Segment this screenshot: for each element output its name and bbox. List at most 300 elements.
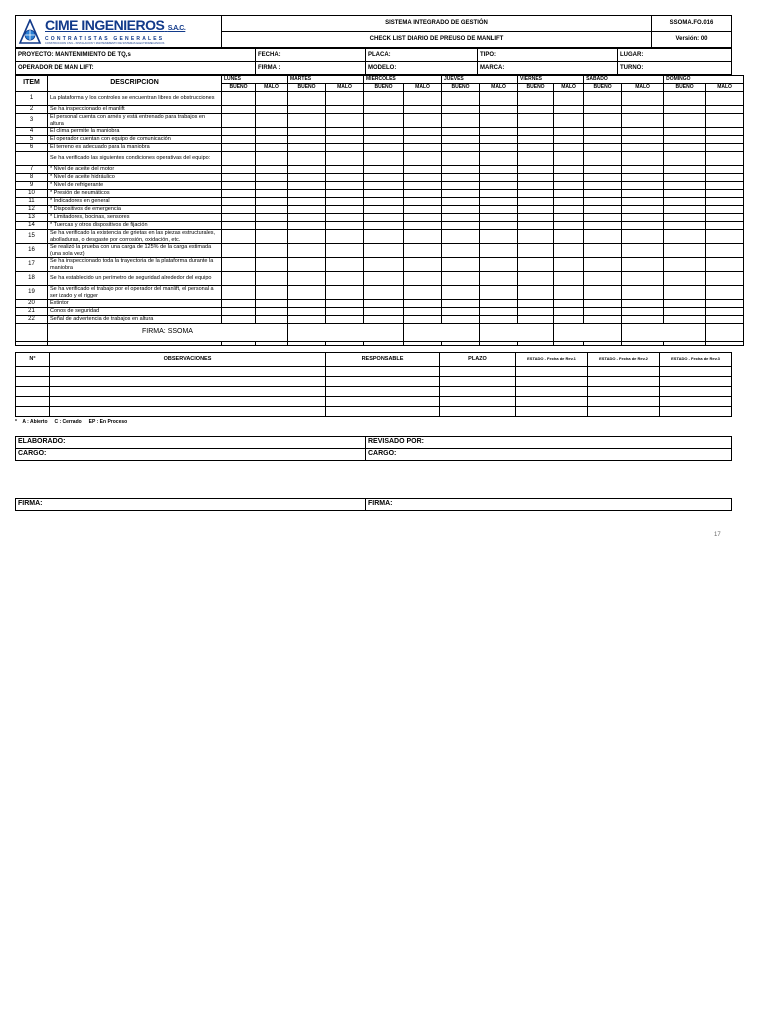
bueno-checkbox[interactable]: [288, 182, 326, 190]
bueno-checkbox[interactable]: [518, 206, 554, 214]
bueno-checkbox[interactable]: [442, 308, 480, 316]
bueno-checkbox[interactable]: [584, 244, 622, 258]
malo-checkbox[interactable]: [480, 214, 518, 222]
bueno-checkbox[interactable]: [584, 198, 622, 206]
estado1-cell[interactable]: [516, 387, 588, 397]
bueno-checkbox[interactable]: [442, 92, 480, 106]
malo-checkbox[interactable]: [256, 286, 288, 300]
bueno-checkbox[interactable]: [288, 106, 326, 114]
bueno-checkbox[interactable]: [364, 206, 404, 214]
malo-checkbox[interactable]: [404, 244, 442, 258]
bueno-checkbox[interactable]: [222, 106, 256, 114]
malo-checkbox[interactable]: [480, 106, 518, 114]
bueno-checkbox[interactable]: [518, 114, 554, 128]
malo-checkbox[interactable]: [554, 308, 584, 316]
ssoma-signature-cell[interactable]: [554, 324, 622, 342]
malo-checkbox[interactable]: [706, 206, 744, 214]
bueno-checkbox[interactable]: [222, 214, 256, 222]
malo-checkbox[interactable]: [326, 106, 364, 114]
bueno-checkbox[interactable]: [222, 244, 256, 258]
malo-checkbox[interactable]: [554, 300, 584, 308]
malo-checkbox[interactable]: [554, 206, 584, 214]
estado2-cell[interactable]: [588, 377, 660, 387]
estado3-cell[interactable]: [660, 377, 732, 387]
malo-checkbox[interactable]: [326, 214, 364, 222]
plazo-cell[interactable]: [440, 377, 516, 387]
malo-checkbox[interactable]: [706, 106, 744, 114]
bueno-checkbox[interactable]: [222, 308, 256, 316]
bueno-checkbox[interactable]: [584, 152, 622, 166]
bueno-checkbox[interactable]: [584, 258, 622, 272]
malo-checkbox[interactable]: [404, 114, 442, 128]
bueno-checkbox[interactable]: [288, 198, 326, 206]
malo-checkbox[interactable]: [326, 198, 364, 206]
bueno-checkbox[interactable]: [364, 174, 404, 182]
estado1-cell[interactable]: [516, 377, 588, 387]
plazo-cell[interactable]: [440, 367, 516, 377]
obs-text-cell[interactable]: [50, 377, 326, 387]
malo-checkbox[interactable]: [554, 92, 584, 106]
malo-checkbox[interactable]: [622, 144, 664, 152]
malo-checkbox[interactable]: [554, 190, 584, 198]
bueno-checkbox[interactable]: [222, 92, 256, 106]
malo-checkbox[interactable]: [554, 244, 584, 258]
malo-checkbox[interactable]: [622, 244, 664, 258]
obs-no-cell[interactable]: [16, 367, 50, 377]
bueno-checkbox[interactable]: [288, 114, 326, 128]
malo-checkbox[interactable]: [706, 152, 744, 166]
obs-text-cell[interactable]: [50, 407, 326, 417]
malo-checkbox[interactable]: [256, 152, 288, 166]
malo-checkbox[interactable]: [622, 308, 664, 316]
malo-checkbox[interactable]: [480, 258, 518, 272]
estado1-cell[interactable]: [516, 367, 588, 377]
malo-checkbox[interactable]: [404, 258, 442, 272]
malo-checkbox[interactable]: [706, 144, 744, 152]
malo-checkbox[interactable]: [326, 174, 364, 182]
malo-checkbox[interactable]: [554, 198, 584, 206]
bueno-checkbox[interactable]: [664, 258, 706, 272]
bueno-checkbox[interactable]: [584, 316, 622, 324]
bueno-checkbox[interactable]: [288, 190, 326, 198]
malo-checkbox[interactable]: [554, 214, 584, 222]
bueno-checkbox[interactable]: [288, 144, 326, 152]
malo-checkbox[interactable]: [706, 308, 744, 316]
bueno-checkbox[interactable]: [584, 300, 622, 308]
malo-checkbox[interactable]: [404, 136, 442, 144]
bueno-checkbox[interactable]: [442, 182, 480, 190]
malo-checkbox[interactable]: [256, 300, 288, 308]
malo-checkbox[interactable]: [706, 128, 744, 136]
bueno-checkbox[interactable]: [288, 222, 326, 230]
bueno-checkbox[interactable]: [364, 214, 404, 222]
bueno-checkbox[interactable]: [222, 128, 256, 136]
malo-checkbox[interactable]: [706, 136, 744, 144]
bueno-checkbox[interactable]: [518, 244, 554, 258]
bueno-checkbox[interactable]: [222, 174, 256, 182]
plazo-cell[interactable]: [440, 397, 516, 407]
malo-checkbox[interactable]: [706, 174, 744, 182]
obs-text-cell[interactable]: [50, 397, 326, 407]
malo-checkbox[interactable]: [326, 230, 364, 244]
bueno-checkbox[interactable]: [442, 316, 480, 324]
malo-checkbox[interactable]: [326, 222, 364, 230]
malo-checkbox[interactable]: [256, 198, 288, 206]
bueno-checkbox[interactable]: [442, 106, 480, 114]
malo-checkbox[interactable]: [622, 106, 664, 114]
malo-checkbox[interactable]: [706, 190, 744, 198]
malo-checkbox[interactable]: [622, 286, 664, 300]
bueno-checkbox[interactable]: [222, 206, 256, 214]
malo-checkbox[interactable]: [622, 258, 664, 272]
malo-checkbox[interactable]: [326, 92, 364, 106]
plazo-cell[interactable]: [440, 387, 516, 397]
bueno-checkbox[interactable]: [442, 206, 480, 214]
bueno-checkbox[interactable]: [222, 166, 256, 174]
estado1-cell[interactable]: [516, 407, 588, 417]
estado2-cell[interactable]: [588, 367, 660, 377]
bueno-checkbox[interactable]: [364, 258, 404, 272]
bueno-checkbox[interactable]: [442, 198, 480, 206]
malo-checkbox[interactable]: [256, 316, 288, 324]
malo-checkbox[interactable]: [404, 300, 442, 308]
bueno-checkbox[interactable]: [222, 272, 256, 286]
malo-checkbox[interactable]: [256, 190, 288, 198]
responsable-cell[interactable]: [326, 367, 440, 377]
malo-checkbox[interactable]: [480, 308, 518, 316]
bueno-checkbox[interactable]: [442, 300, 480, 308]
malo-checkbox[interactable]: [622, 128, 664, 136]
malo-checkbox[interactable]: [554, 316, 584, 324]
estado3-cell[interactable]: [660, 397, 732, 407]
bueno-checkbox[interactable]: [442, 230, 480, 244]
malo-checkbox[interactable]: [404, 316, 442, 324]
bueno-checkbox[interactable]: [518, 92, 554, 106]
bueno-checkbox[interactable]: [664, 190, 706, 198]
bueno-checkbox[interactable]: [664, 114, 706, 128]
bueno-checkbox[interactable]: [664, 308, 706, 316]
bueno-checkbox[interactable]: [518, 106, 554, 114]
malo-checkbox[interactable]: [622, 198, 664, 206]
bueno-checkbox[interactable]: [364, 144, 404, 152]
bueno-checkbox[interactable]: [664, 222, 706, 230]
malo-checkbox[interactable]: [326, 136, 364, 144]
bueno-checkbox[interactable]: [364, 182, 404, 190]
malo-checkbox[interactable]: [404, 198, 442, 206]
malo-checkbox[interactable]: [404, 230, 442, 244]
malo-checkbox[interactable]: [480, 300, 518, 308]
malo-checkbox[interactable]: [256, 92, 288, 106]
estado1-cell[interactable]: [516, 397, 588, 407]
malo-checkbox[interactable]: [480, 174, 518, 182]
bueno-checkbox[interactable]: [518, 128, 554, 136]
malo-checkbox[interactable]: [326, 144, 364, 152]
bueno-checkbox[interactable]: [222, 198, 256, 206]
bueno-checkbox[interactable]: [364, 106, 404, 114]
malo-checkbox[interactable]: [256, 214, 288, 222]
bueno-checkbox[interactable]: [584, 182, 622, 190]
bueno-checkbox[interactable]: [664, 214, 706, 222]
malo-checkbox[interactable]: [256, 222, 288, 230]
bueno-checkbox[interactable]: [518, 190, 554, 198]
bueno-checkbox[interactable]: [518, 222, 554, 230]
malo-checkbox[interactable]: [706, 198, 744, 206]
estado3-cell[interactable]: [660, 407, 732, 417]
bueno-checkbox[interactable]: [288, 136, 326, 144]
bueno-checkbox[interactable]: [364, 128, 404, 136]
malo-checkbox[interactable]: [554, 144, 584, 152]
malo-checkbox[interactable]: [256, 114, 288, 128]
bueno-checkbox[interactable]: [442, 286, 480, 300]
malo-checkbox[interactable]: [554, 222, 584, 230]
bueno-checkbox[interactable]: [584, 272, 622, 286]
malo-checkbox[interactable]: [622, 214, 664, 222]
malo-checkbox[interactable]: [480, 92, 518, 106]
bueno-checkbox[interactable]: [664, 272, 706, 286]
bueno-checkbox[interactable]: [442, 114, 480, 128]
malo-checkbox[interactable]: [480, 190, 518, 198]
responsable-cell[interactable]: [326, 387, 440, 397]
bueno-checkbox[interactable]: [584, 128, 622, 136]
bueno-checkbox[interactable]: [584, 106, 622, 114]
malo-checkbox[interactable]: [480, 286, 518, 300]
malo-checkbox[interactable]: [554, 182, 584, 190]
malo-checkbox[interactable]: [256, 128, 288, 136]
bueno-checkbox[interactable]: [584, 166, 622, 174]
malo-checkbox[interactable]: [256, 166, 288, 174]
malo-checkbox[interactable]: [404, 144, 442, 152]
bueno-checkbox[interactable]: [584, 144, 622, 152]
bueno-checkbox[interactable]: [518, 166, 554, 174]
bueno-checkbox[interactable]: [222, 286, 256, 300]
responsable-cell[interactable]: [326, 397, 440, 407]
malo-checkbox[interactable]: [622, 174, 664, 182]
malo-checkbox[interactable]: [326, 182, 364, 190]
bueno-checkbox[interactable]: [584, 136, 622, 144]
bueno-checkbox[interactable]: [442, 144, 480, 152]
estado2-cell[interactable]: [588, 407, 660, 417]
bueno-checkbox[interactable]: [288, 230, 326, 244]
malo-checkbox[interactable]: [706, 230, 744, 244]
malo-checkbox[interactable]: [326, 190, 364, 198]
bueno-checkbox[interactable]: [288, 128, 326, 136]
malo-checkbox[interactable]: [706, 300, 744, 308]
malo-checkbox[interactable]: [622, 152, 664, 166]
bueno-checkbox[interactable]: [584, 92, 622, 106]
malo-checkbox[interactable]: [480, 244, 518, 258]
malo-checkbox[interactable]: [622, 206, 664, 214]
malo-checkbox[interactable]: [326, 244, 364, 258]
bueno-checkbox[interactable]: [518, 214, 554, 222]
bueno-checkbox[interactable]: [288, 286, 326, 300]
bueno-checkbox[interactable]: [442, 136, 480, 144]
malo-checkbox[interactable]: [622, 272, 664, 286]
bueno-checkbox[interactable]: [518, 300, 554, 308]
malo-checkbox[interactable]: [326, 286, 364, 300]
malo-checkbox[interactable]: [706, 114, 744, 128]
malo-checkbox[interactable]: [480, 230, 518, 244]
malo-checkbox[interactable]: [256, 230, 288, 244]
malo-checkbox[interactable]: [256, 272, 288, 286]
ssoma-signature-cell[interactable]: [706, 324, 744, 342]
bueno-checkbox[interactable]: [364, 316, 404, 324]
bueno-checkbox[interactable]: [364, 222, 404, 230]
bueno-checkbox[interactable]: [664, 128, 706, 136]
malo-checkbox[interactable]: [554, 258, 584, 272]
malo-checkbox[interactable]: [326, 128, 364, 136]
bueno-checkbox[interactable]: [288, 308, 326, 316]
bueno-checkbox[interactable]: [518, 286, 554, 300]
bueno-checkbox[interactable]: [664, 286, 706, 300]
bueno-checkbox[interactable]: [518, 308, 554, 316]
malo-checkbox[interactable]: [554, 174, 584, 182]
bueno-checkbox[interactable]: [364, 300, 404, 308]
bueno-checkbox[interactable]: [442, 258, 480, 272]
bueno-checkbox[interactable]: [664, 198, 706, 206]
obs-text-cell[interactable]: [50, 387, 326, 397]
bueno-checkbox[interactable]: [518, 152, 554, 166]
malo-checkbox[interactable]: [480, 136, 518, 144]
malo-checkbox[interactable]: [554, 136, 584, 144]
malo-checkbox[interactable]: [480, 272, 518, 286]
bueno-checkbox[interactable]: [364, 244, 404, 258]
malo-checkbox[interactable]: [256, 106, 288, 114]
malo-checkbox[interactable]: [554, 166, 584, 174]
malo-checkbox[interactable]: [256, 174, 288, 182]
bueno-checkbox[interactable]: [518, 258, 554, 272]
bueno-checkbox[interactable]: [288, 166, 326, 174]
bueno-checkbox[interactable]: [364, 190, 404, 198]
malo-checkbox[interactable]: [404, 128, 442, 136]
bueno-checkbox[interactable]: [222, 222, 256, 230]
malo-checkbox[interactable]: [554, 272, 584, 286]
bueno-checkbox[interactable]: [364, 198, 404, 206]
malo-checkbox[interactable]: [404, 174, 442, 182]
bueno-checkbox[interactable]: [222, 114, 256, 128]
bueno-checkbox[interactable]: [364, 114, 404, 128]
malo-checkbox[interactable]: [404, 222, 442, 230]
bueno-checkbox[interactable]: [518, 272, 554, 286]
bueno-checkbox[interactable]: [288, 300, 326, 308]
bueno-checkbox[interactable]: [584, 114, 622, 128]
bueno-checkbox[interactable]: [584, 214, 622, 222]
obs-no-cell[interactable]: [16, 387, 50, 397]
bueno-checkbox[interactable]: [664, 166, 706, 174]
estado2-cell[interactable]: [588, 387, 660, 397]
malo-checkbox[interactable]: [554, 152, 584, 166]
malo-checkbox[interactable]: [706, 166, 744, 174]
bueno-checkbox[interactable]: [664, 316, 706, 324]
obs-text-cell[interactable]: [50, 367, 326, 377]
bueno-checkbox[interactable]: [664, 174, 706, 182]
malo-checkbox[interactable]: [480, 222, 518, 230]
malo-checkbox[interactable]: [706, 182, 744, 190]
malo-checkbox[interactable]: [622, 182, 664, 190]
bueno-checkbox[interactable]: [364, 136, 404, 144]
estado3-cell[interactable]: [660, 387, 732, 397]
malo-checkbox[interactable]: [256, 308, 288, 316]
malo-checkbox[interactable]: [480, 166, 518, 174]
bueno-checkbox[interactable]: [584, 206, 622, 214]
malo-checkbox[interactable]: [326, 206, 364, 214]
malo-checkbox[interactable]: [706, 92, 744, 106]
malo-checkbox[interactable]: [622, 114, 664, 128]
malo-checkbox[interactable]: [622, 92, 664, 106]
malo-checkbox[interactable]: [256, 136, 288, 144]
bueno-checkbox[interactable]: [442, 244, 480, 258]
bueno-checkbox[interactable]: [584, 308, 622, 316]
bueno-checkbox[interactable]: [222, 300, 256, 308]
bueno-checkbox[interactable]: [442, 128, 480, 136]
malo-checkbox[interactable]: [404, 308, 442, 316]
obs-no-cell[interactable]: [16, 407, 50, 417]
bueno-checkbox[interactable]: [364, 166, 404, 174]
bueno-checkbox[interactable]: [222, 144, 256, 152]
bueno-checkbox[interactable]: [518, 144, 554, 152]
malo-checkbox[interactable]: [404, 152, 442, 166]
bueno-checkbox[interactable]: [364, 230, 404, 244]
malo-checkbox[interactable]: [554, 286, 584, 300]
malo-checkbox[interactable]: [404, 272, 442, 286]
malo-checkbox[interactable]: [622, 190, 664, 198]
obs-no-cell[interactable]: [16, 377, 50, 387]
ssoma-signature-cell[interactable]: [480, 324, 554, 342]
malo-checkbox[interactable]: [554, 106, 584, 114]
malo-checkbox[interactable]: [404, 190, 442, 198]
estado2-cell[interactable]: [588, 397, 660, 407]
malo-checkbox[interactable]: [404, 106, 442, 114]
bueno-checkbox[interactable]: [222, 230, 256, 244]
bueno-checkbox[interactable]: [288, 258, 326, 272]
bueno-checkbox[interactable]: [664, 136, 706, 144]
malo-checkbox[interactable]: [326, 152, 364, 166]
malo-checkbox[interactable]: [554, 230, 584, 244]
malo-checkbox[interactable]: [706, 222, 744, 230]
malo-checkbox[interactable]: [326, 316, 364, 324]
bueno-checkbox[interactable]: [664, 106, 706, 114]
bueno-checkbox[interactable]: [288, 92, 326, 106]
malo-checkbox[interactable]: [706, 286, 744, 300]
bueno-checkbox[interactable]: [442, 214, 480, 222]
malo-checkbox[interactable]: [326, 272, 364, 286]
bueno-checkbox[interactable]: [288, 206, 326, 214]
obs-no-cell[interactable]: [16, 397, 50, 407]
malo-checkbox[interactable]: [706, 244, 744, 258]
bueno-checkbox[interactable]: [288, 272, 326, 286]
bueno-checkbox[interactable]: [442, 272, 480, 286]
bueno-checkbox[interactable]: [222, 316, 256, 324]
bueno-checkbox[interactable]: [518, 174, 554, 182]
bueno-checkbox[interactable]: [364, 308, 404, 316]
ssoma-signature-cell[interactable]: [622, 324, 706, 342]
malo-checkbox[interactable]: [326, 114, 364, 128]
malo-checkbox[interactable]: [622, 136, 664, 144]
malo-checkbox[interactable]: [256, 182, 288, 190]
bueno-checkbox[interactable]: [664, 144, 706, 152]
bueno-checkbox[interactable]: [584, 190, 622, 198]
malo-checkbox[interactable]: [326, 300, 364, 308]
malo-checkbox[interactable]: [326, 166, 364, 174]
malo-checkbox[interactable]: [326, 258, 364, 272]
bueno-checkbox[interactable]: [584, 174, 622, 182]
bueno-checkbox[interactable]: [288, 244, 326, 258]
malo-checkbox[interactable]: [480, 198, 518, 206]
responsable-cell[interactable]: [326, 407, 440, 417]
malo-checkbox[interactable]: [554, 128, 584, 136]
malo-checkbox[interactable]: [256, 144, 288, 152]
malo-checkbox[interactable]: [256, 258, 288, 272]
bueno-checkbox[interactable]: [518, 182, 554, 190]
